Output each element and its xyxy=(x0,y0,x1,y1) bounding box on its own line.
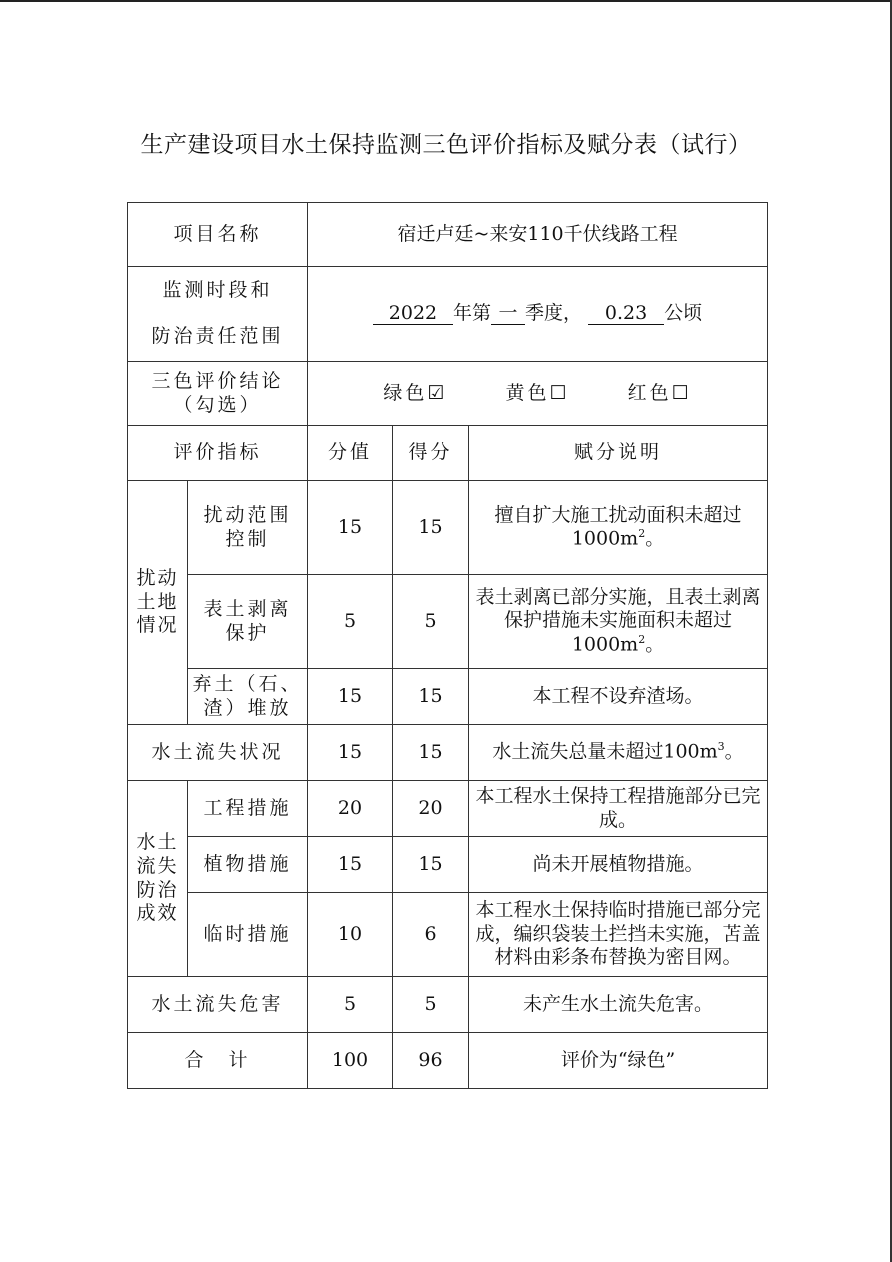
checked-box-icon[interactable]: ☑ xyxy=(427,381,448,404)
indicator-name-line: 保护 xyxy=(225,621,270,644)
explanation-cell xyxy=(469,725,768,781)
total-explanation: 评价为“绿色” xyxy=(469,1033,768,1089)
score-got-cell: 5 xyxy=(393,977,469,1033)
explanation-text: 擅自扩大施工扰动面积未超过1000m xyxy=(494,503,742,550)
conclusion-label-line1: 三色评价结论 xyxy=(151,369,284,392)
indicator-name-line: 控制 xyxy=(225,527,270,550)
header-indicator: 评价指标 xyxy=(128,426,308,481)
empty-box-icon[interactable]: ☐ xyxy=(549,381,570,404)
score-got-cell: 15 xyxy=(393,837,469,893)
total-value: 100 xyxy=(308,1033,393,1089)
project-name-value: 宿迁卢廷~来安110千伏线路工程 xyxy=(308,203,768,267)
explanation-text: 本工程不设弃渣场。 xyxy=(532,684,704,707)
group-prevention-effect-label xyxy=(128,781,188,977)
explanation-cell xyxy=(469,575,768,669)
group-label-line: 流失 xyxy=(136,854,179,877)
conclusion-label xyxy=(128,362,308,426)
empty-box-icon[interactable]: ☐ xyxy=(671,381,692,404)
total-score: 96 xyxy=(393,1033,469,1089)
option-yellow-label: 黄色 xyxy=(505,381,550,404)
conclusion-row xyxy=(128,362,768,426)
conclusion-options xyxy=(308,362,768,426)
score-got-cell: 15 xyxy=(393,481,469,575)
group-label-line: 水土 xyxy=(136,831,179,853)
score-got-cell: 15 xyxy=(393,669,469,725)
header-score-value: 分值 xyxy=(308,426,393,481)
table-row xyxy=(128,575,768,669)
score-value-cell: 10 xyxy=(308,893,393,977)
score-value-cell: 20 xyxy=(308,781,393,837)
indicator-name-line: 渣）堆放 xyxy=(203,696,292,719)
option-green[interactable] xyxy=(383,382,447,406)
total-row xyxy=(128,1033,768,1089)
explanation-cell: 未产生水土流失危害。 xyxy=(469,977,768,1033)
indicator-name-line: 扰动范围 xyxy=(203,503,292,526)
year-field: 2022 xyxy=(373,303,453,325)
explanation-end: 。 xyxy=(645,633,665,656)
period-value xyxy=(308,267,768,362)
indicator-name: 水土流失状况 xyxy=(128,725,308,781)
area-field: 0.23 xyxy=(588,303,664,325)
table-row xyxy=(128,481,768,575)
area-unit: 公顷 xyxy=(664,302,703,325)
explanation-text: 表土剥离已部分实施，且表土剥离保护措施未实施面积未超过1000m xyxy=(475,585,761,656)
explanation-text: 水土流失总量未超过100m xyxy=(492,740,718,763)
indicator-name: 临时措施 xyxy=(188,893,308,977)
conclusion-label-line2: （勾选） xyxy=(173,393,262,416)
option-green-label: 绿色 xyxy=(383,381,428,404)
score-got-cell: 15 xyxy=(393,725,469,781)
explanation-cell: 尚未开展植物措施。 xyxy=(469,837,768,893)
evaluation-table xyxy=(127,202,768,1089)
indicator-name xyxy=(188,575,308,669)
period-label-line2: 防治责任范围 xyxy=(151,325,284,347)
group-label-line: 成效 xyxy=(136,902,179,925)
indicator-name xyxy=(188,481,308,575)
indicator-name xyxy=(188,669,308,725)
table-row xyxy=(128,977,768,1033)
indicator-name: 水土流失危害 xyxy=(128,977,308,1033)
table-row xyxy=(128,725,768,781)
group-label-line: 土地 xyxy=(136,590,179,613)
top-border-line xyxy=(0,0,892,2)
project-name-row xyxy=(128,203,768,267)
table-row xyxy=(128,669,768,725)
period-label xyxy=(128,267,308,362)
group-label-line: 扰动 xyxy=(136,566,179,589)
year-suffix: 年第 xyxy=(452,302,491,325)
table-row xyxy=(128,781,768,837)
score-value-cell: 15 xyxy=(308,669,393,725)
score-got-cell: 6 xyxy=(393,893,469,977)
option-yellow[interactable] xyxy=(506,382,570,406)
option-red-label: 红色 xyxy=(627,381,672,404)
explanation-cell xyxy=(469,481,768,575)
project-name-label: 项目名称 xyxy=(128,203,308,267)
indicator-name-line: 弃土（石、 xyxy=(192,672,303,695)
indicator-name: 工程措施 xyxy=(188,781,308,837)
table-row xyxy=(128,837,768,893)
score-got-cell: 5 xyxy=(393,575,469,669)
period-label-line1: 监测时段和 xyxy=(162,279,273,302)
explanation-cell: 本工程水土保持工程措施部分已完成。 xyxy=(469,781,768,837)
period-row xyxy=(128,267,768,362)
header-score-got: 得分 xyxy=(393,426,469,481)
explanation-cell: 本工程水土保持临时措施已部分完成，编织袋装土拦挡未实施，苫盖材料由彩条布替换为密目网。 xyxy=(469,893,768,977)
score-value-cell: 15 xyxy=(308,837,393,893)
header-explanation: 赋分说明 xyxy=(469,426,768,481)
explanation-superscript: 2 xyxy=(638,633,646,647)
score-value-cell: 15 xyxy=(308,481,393,575)
quarter-suffix: 季度， xyxy=(525,302,583,325)
quarter-field: 一 xyxy=(491,303,525,325)
score-value-cell: 15 xyxy=(308,725,393,781)
explanation-superscript: 3 xyxy=(717,740,725,754)
table-row xyxy=(128,893,768,977)
total-label: 合 计 xyxy=(128,1033,308,1089)
option-red[interactable] xyxy=(628,382,692,406)
indicator-name: 植物措施 xyxy=(188,837,308,893)
score-got-cell: 20 xyxy=(393,781,469,837)
page-title: 生产建设项目水土保持监测三色评价指标及赋分表（试行） xyxy=(140,132,752,158)
explanation-superscript: 2 xyxy=(638,527,646,541)
explanation-cell xyxy=(469,669,768,725)
group-label-line: 情况 xyxy=(136,614,179,637)
group-label-line: 防治 xyxy=(136,878,179,901)
group-disturbed-land-label xyxy=(128,481,188,725)
header-row xyxy=(128,426,768,481)
explanation-end: 。 xyxy=(645,527,665,550)
explanation-end: 。 xyxy=(724,740,744,763)
indicator-name-line: 表土剥离 xyxy=(203,597,292,620)
score-value-cell: 5 xyxy=(308,575,393,669)
score-value-cell: 5 xyxy=(308,977,393,1033)
